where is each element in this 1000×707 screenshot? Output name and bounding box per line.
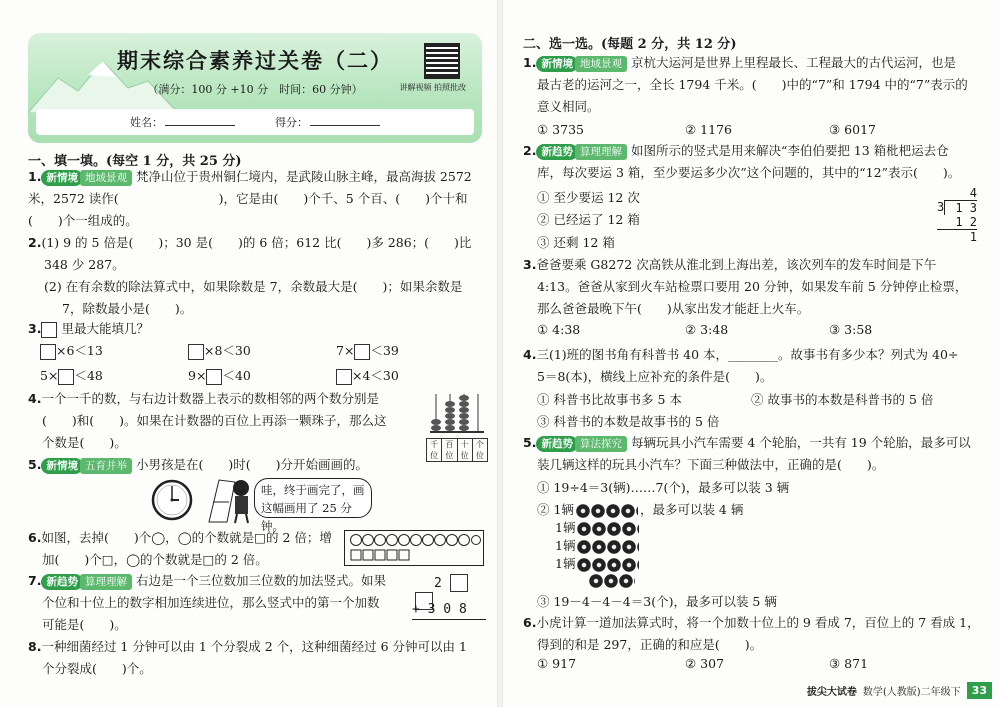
name-field[interactable] [165, 125, 235, 126]
q3-item-f [336, 365, 399, 387]
r-q6-number: 6. [523, 615, 537, 630]
option[interactable]: ① 至少要运 12 次 [537, 190, 640, 205]
option[interactable]: ③ 19－4－4－4＝3(个)，最多可以装 5 辆 [537, 594, 777, 609]
q7-tag: 新趋势 [41, 574, 83, 590]
q3-item-a [40, 340, 103, 362]
q2-line2: 348 少 287。 [44, 257, 125, 272]
car-label: 1辆 [555, 556, 576, 571]
q2-number: 2. [28, 235, 42, 250]
right-page [505, 0, 1000, 707]
q5-text: 小男孩是在( )时( )分开始画画的。 [135, 457, 368, 472]
answer-box[interactable] [354, 344, 370, 360]
r-q1-number: 1. [523, 55, 537, 70]
header-banner [28, 33, 482, 143]
division-remainder: 1 [969, 230, 977, 244]
option[interactable]: ① 3735 [537, 122, 584, 137]
shapes-figure [344, 530, 484, 566]
q4-line1: 一个一千的数，与右边计数器上表示的数相邻的两个数分别是 [41, 391, 379, 406]
option-2-text: ，最多可以装 4 辆 [639, 502, 744, 517]
r-q4-line2: 5＝8(本)，横线上应补充的条件是( )。 [537, 369, 773, 384]
q1-tag: 新情境 [41, 170, 83, 186]
vertical-bottom-number: + 3 0 8 [412, 602, 486, 620]
q3-a-text: ×6＜13 [56, 343, 103, 358]
q5-number: 5. [28, 457, 42, 472]
r-q1-line1: 京杭大运河是世界上里程最长、工程最大的古代运河，也是 [630, 55, 956, 70]
car-row [555, 554, 641, 572]
option[interactable]: ② 已经运了 12 箱 [537, 212, 640, 227]
r-q6-line1: 小虎计算一道加法算式时，将一个加数十位上的 9 看成 7，百位上的 7 看成 1， [536, 615, 980, 630]
q1-tag2: 地域景观 [80, 170, 132, 186]
q6-number: 6. [28, 530, 42, 545]
wheels-icon [577, 558, 639, 572]
option[interactable]: ① 4:38 [537, 322, 581, 337]
car-row [555, 518, 641, 536]
score-field[interactable] [310, 125, 380, 126]
r-q2-line2: 库，每次要运 3 箱，至少要运多少次”这个问题的，其中的“12”表示( )。 [537, 165, 961, 180]
q8-number: 8. [28, 639, 42, 654]
q4-line3: 个数是( )。 [42, 435, 127, 450]
q3-d2-text: ＜48 [74, 368, 103, 383]
answer-box[interactable] [206, 369, 222, 385]
option[interactable]: ② 1176 [685, 122, 732, 137]
q3-item-b [188, 340, 251, 362]
division-product: 1 2 [937, 215, 977, 230]
car-label: 1辆 [555, 538, 576, 553]
speech-bubble: 哇，终于画完了，画这幅画用了 25 分钟。 [254, 478, 372, 518]
choice-question-6 [523, 612, 993, 656]
q7-number: 7. [28, 573, 42, 588]
name-score-bar [36, 109, 474, 135]
r-q5-line1: 每辆玩具小汽车需要 4 个轮胎，一共有 19 个轮胎，最多可以 [630, 435, 971, 450]
page-footer [807, 682, 992, 699]
choice-question-1 [523, 52, 993, 118]
choice-question-3 [523, 254, 993, 320]
q3-e2-text: ＜40 [222, 368, 251, 383]
option[interactable]: ③ 还剩 12 箱 [537, 235, 615, 250]
choice-question-2 [523, 140, 993, 184]
option[interactable]: ③ 6017 [829, 122, 876, 137]
q1-number: 1. [28, 169, 42, 184]
q2-line3: (2) 在有余数的除法算式中，如果除数是 7，余数最大是( )；如果余数是 [44, 279, 463, 294]
r-q4-line1: 三(1)班的图书角有科普书 40 本，________。故事书有多少本？列式为 40÷ [536, 347, 959, 362]
abacus-icon [426, 388, 488, 434]
division-divisor: 3 [937, 200, 945, 214]
q7-line2: 个位和十位上的数字相加连续进位，那么竖式中的第一个加数 [42, 595, 380, 610]
abacus [426, 388, 488, 460]
q3-d-text: 5× [40, 368, 59, 383]
q1-text: 梵净山位于贵州铜仁境内，是武陵山脉主峰，最高海拔 2572 [135, 169, 472, 184]
q7-line3: 可能是( )。 [42, 617, 127, 632]
spare-wheels [587, 572, 637, 588]
car-label: 1辆 [555, 520, 576, 535]
q4-number: 4. [28, 391, 42, 406]
question-5 [28, 454, 488, 476]
wheels-icon [577, 522, 639, 536]
q8-line2: 个分裂成( )个。 [42, 661, 152, 676]
q3-item-c [336, 340, 399, 362]
name-label: 姓名： [130, 116, 163, 129]
footer-brand: 拔尖大试卷 [806, 687, 857, 698]
option-2-label: ② 1辆 [537, 502, 574, 517]
question-1 [28, 166, 488, 232]
q3-c-text: 7× [336, 343, 355, 358]
page-subtitle: （满分：100 分 +10 分 时间：60 分钟） [147, 83, 363, 96]
option[interactable]: ③ 871 [829, 656, 869, 671]
r-q5-line2: 装几辆这样的玩具小汽车？下面三种做法中，正确的是( )。 [537, 457, 885, 472]
clock-icon [150, 478, 194, 522]
qr-code-icon[interactable] [424, 43, 460, 79]
r-q2-tag2: 算理理解 [575, 144, 627, 160]
section-2-title: 二、选一选。(每题 2 分，共 12 分) [523, 37, 737, 52]
long-division [937, 186, 977, 244]
r-q2-line1: 如图所示的竖式是用来解决“李伯伯要把 13 箱枇杷运去仓 [630, 143, 949, 158]
question-6 [28, 527, 348, 571]
q3-number: 3. [28, 321, 42, 336]
q3-f-text: ×4＜30 [352, 368, 399, 383]
q4-line2: ( )和( )。如果在计数器的百位上再添一颗珠子，那么这 [42, 413, 387, 428]
option[interactable]: ② 307 [685, 656, 725, 671]
question-8 [28, 636, 488, 680]
q6-line1: 如图，去掉( )个◯，◯的个数就是□的 2 倍；增 [41, 530, 332, 545]
q6-line2: 加( )个□，◯的个数就是□的 2 倍。 [42, 552, 268, 567]
circles-squares-icon [349, 533, 481, 563]
question-4 [28, 388, 428, 454]
answer-box[interactable] [450, 574, 468, 592]
r-q3-number: 3. [523, 257, 537, 272]
q3-c2-text: ＜39 [370, 343, 399, 358]
q3-item-e [188, 365, 251, 387]
book-spine [497, 0, 503, 707]
score-label: 得分： [275, 116, 308, 129]
q2-line4: 7，除数最小是( )。 [62, 301, 193, 316]
q8-line1: 一种细菌经过 1 分钟可以由 1 个分裂成 2 个，这种细菌经过 6 分钟可以由 1 [41, 639, 467, 654]
r-q2-tag: 新趋势 [536, 144, 578, 160]
q3-b-text: ×8＜30 [204, 343, 251, 358]
addition-vertical [412, 574, 486, 620]
answer-box[interactable] [41, 322, 57, 338]
answer-box[interactable] [188, 344, 204, 360]
wheels-icon [577, 540, 639, 554]
page-number: 33 [967, 682, 992, 699]
r-q1-line2: 最古老的运河之一，全长 1794 千米。( )中的“7”和 1794 中的“7”表示的 [537, 77, 968, 92]
option[interactable]: ② 3:48 [685, 322, 729, 337]
option[interactable] [537, 500, 743, 518]
q7-line1: 右边是一个三位数加三位数的加法竖式。如果 [135, 573, 386, 588]
car-row [555, 536, 641, 554]
division-dividend: 1 3 [944, 200, 977, 215]
q1-line3: ( )个一组成的。 [28, 213, 138, 228]
wheels-icon [576, 504, 638, 518]
wheels-icon [589, 574, 635, 588]
q1-line2: 米，2572 读作( )，它是由( )个千、5 个百、( )个十和 [28, 191, 468, 206]
question-7 [28, 570, 408, 636]
q3-text: 里最大能填几？ [61, 321, 149, 336]
r-q1-tag: 新情境 [536, 56, 578, 72]
option[interactable]: ① 19÷4＝3(辆)……7(个)，最多可以装 3 辆 [537, 480, 790, 495]
option[interactable]: ③ 3:58 [829, 322, 873, 337]
question-2 [28, 232, 488, 320]
r-q5-number: 5. [523, 435, 537, 450]
q3-e-text: 9× [188, 368, 207, 383]
r-q5-tag2: 算法探究 [575, 436, 627, 452]
choice-question-5 [523, 432, 993, 476]
q2-line1: (1) 9 的 5 倍是( )；30 是( )的 6 倍；612 比( )多 286；( )比 [41, 235, 472, 250]
page-title: 期末综合素养过关卷（二） [117, 48, 393, 73]
r-q6-line2: 得到的和是 297，正确的和应是( )。 [537, 637, 763, 652]
option[interactable]: ② 故事书的本数是科普书的 5 倍 [751, 392, 934, 407]
qr-label: 讲解视频 拍照批改 [399, 83, 466, 92]
r-q3-line3: 那么爸爸最晚下午( )从家出发才能赶上火车。 [537, 301, 810, 316]
r-q1-tag2: 地域景观 [575, 56, 627, 72]
r-q1-line3: 意义相同。 [537, 99, 600, 114]
section-1-title: 一、填一填。(每空 1 分，共 25 分) [28, 154, 242, 169]
option[interactable]: ① 917 [537, 656, 577, 671]
r-q4-number: 4. [523, 347, 537, 362]
choice-question-4 [523, 344, 993, 388]
answer-box[interactable] [40, 344, 56, 360]
vertical-top-digit: 2 [434, 575, 442, 591]
r-q5-tag: 新趋势 [536, 436, 578, 452]
abacus-label: 十位 [458, 439, 473, 461]
abacus-label: 个位 [475, 440, 484, 460]
division-quotient: 4 [969, 186, 977, 200]
answer-box[interactable] [58, 369, 74, 385]
answer-box[interactable] [336, 369, 352, 385]
q7-tag2: 算理理解 [80, 574, 132, 590]
footer-info: 数学(人教版)二年级下 [862, 687, 961, 698]
r-q3-line1: 爸爸要乘 G8272 次高铁从淮北到上海出差，该次列车的发车时间是下午 [536, 257, 937, 272]
abacus-label: 百位 [442, 439, 457, 461]
boy-painting-illustration [205, 472, 253, 524]
abacus-label: 千位 [427, 439, 442, 461]
r-q2-number: 2. [523, 143, 537, 158]
q5-tag2: 五育并举 [80, 458, 132, 474]
q5-tag: 新情境 [41, 458, 83, 474]
question-3 [28, 318, 488, 340]
r-q3-line2: 4:13。爸爸从家到火车站检票口要用 20 分钟，如果发车前 5 分钟停止检票， [537, 279, 968, 294]
option[interactable]: ③ 科普书的本数是故事书的 5 倍 [537, 414, 720, 429]
q3-item-d [40, 365, 103, 387]
option[interactable]: ① 科普书比故事书多 5 本 [537, 392, 682, 407]
